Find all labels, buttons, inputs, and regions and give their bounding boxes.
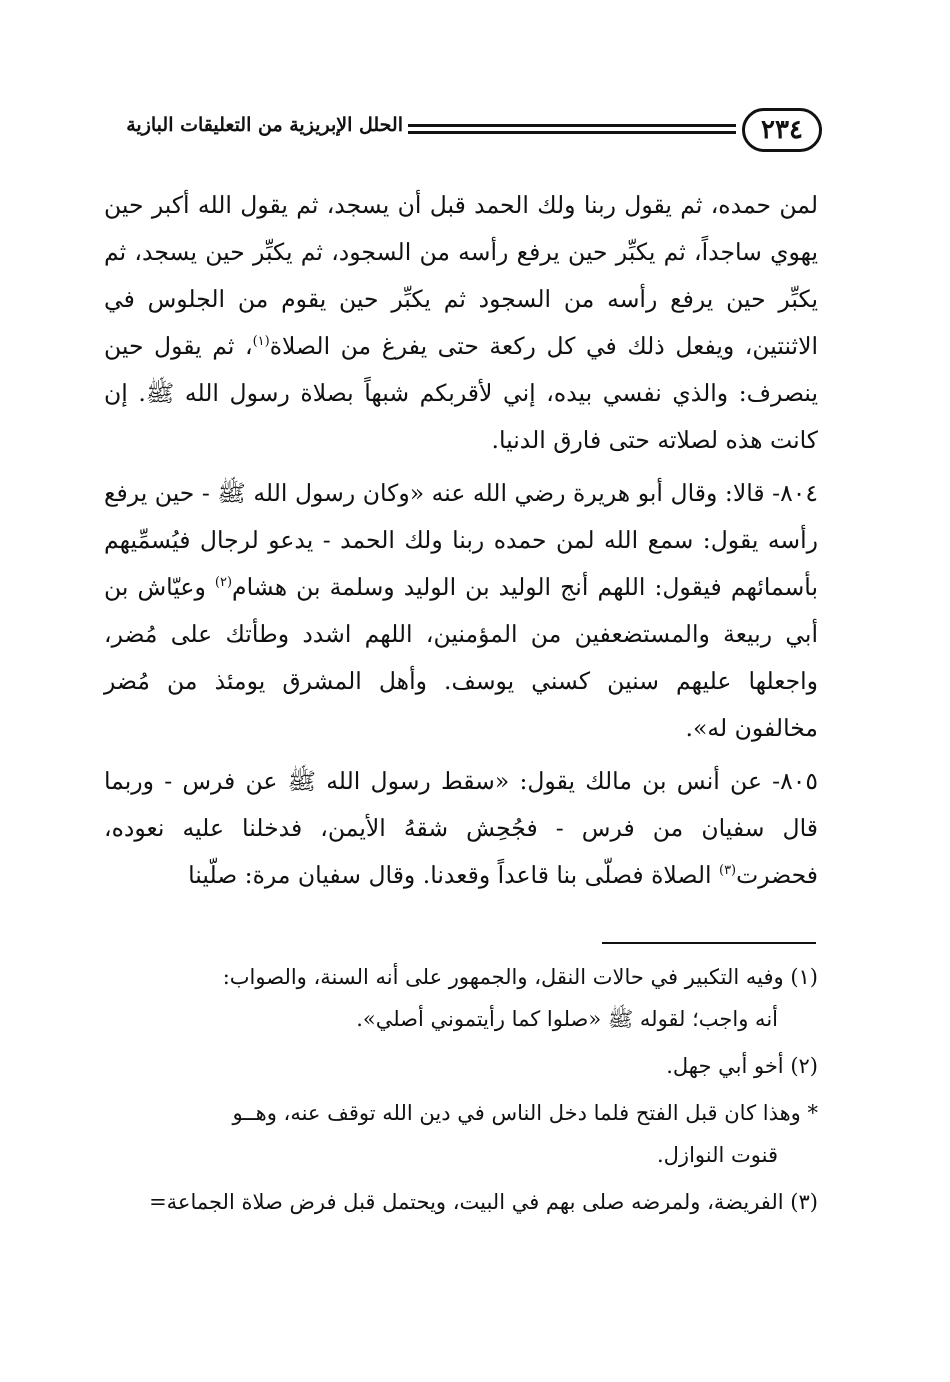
paragraph-text: ، ثم يقول حين ينصرف: والذي نفسي بيده، إني لأقربكم شبهاً بصلاة رسول الله ﷺ. إن كانت هذه لصلاته حتى فارق الدنيا.	[104, 332, 818, 454]
paragraph	[104, 758, 818, 899]
paragraph-text: ٨٠٥- عن أنس بن مالك يقول: «سقط رسول الله ﷺ عن فرس - وربما قال سفيان من فرس - فجُحِش شقهُ الأيمن، فدخلنا عليه نعوده، فحضرت	[104, 767, 818, 889]
footnote: (١) وفيه التكبير في حالات النقل، والجمهور على أنه السنة، والصواب:	[222, 965, 818, 989]
paragraph-text: وعيّاش بن أبي ربيعة والمستضعفين من المؤمنين، اللهم اشدد وطأتك على مُضر، واجعلها عليهم سنين كسني يوسف. وأهل المشرق يومئذ من مُضر مخالفون له».	[104, 573, 818, 742]
footnote-continuation: قنوت النوازل.	[657, 1143, 778, 1167]
paragraph-text: لمن حمده، ثم يقول ربنا ولك الحمد قبل أن يسجد، ثم يقول الله أكبر حين يهوي ساجداً، ثم يكبِّر حين يرفع رأسه من السجود، ثم يكبِّر حين يسجد، ثم يكبِّر حين يرفع رأسه من السجود ثم يكبِّر حين يقوم من الجلوس في الاثنتين، ويفعل ذلك في كل ركعة حتى يفرغ من الصلاة	[104, 191, 819, 360]
footnote-note: * وهذا كان قبل الفتح فلما دخل الناس في دين الله توقف عنه، وهــو	[232, 1101, 818, 1125]
footnote: (٢) أخو أبي جهل.	[666, 1054, 818, 1078]
paragraph-text: الصلاة فصلّى بنا قاعداً وقعدنا. وقال سفيان مرة: صلّينا	[188, 861, 719, 889]
paragraph-text: ٨٠٤- قالا: وقال أبو هريرة رضي الله عنه «وكان رسول الله ﷺ - حين يرفع رأسه يقول: سمع الله لمن حمده ربنا ولك الحمد - يدعو لرجال فيُسمِّيهم بأسمائهم فيقول: اللهم أنج الوليد بن الوليد وسلمة بن هشام	[104, 479, 818, 601]
paragraph	[104, 182, 818, 464]
footnote: (٣) الفريضة، ولمرضه صلى بهم في البيت، ويحتمل قبل فرض صلاة الجماعة=	[149, 1190, 818, 1214]
header-double-rule	[408, 124, 736, 134]
paragraph	[104, 470, 818, 752]
running-title: الحلل الإبريزية من التعليقات البازية	[126, 114, 403, 136]
main-text	[104, 182, 818, 899]
footnotes	[106, 956, 818, 1228]
footnote-continuation: أنه واجب؛ لقوله ﷺ «صلوا كما رأيتموني أصلي».	[356, 1007, 778, 1031]
footnote-separator	[602, 942, 816, 944]
footnote-ref: (٢)	[214, 575, 233, 591]
footnote-ref: (١)	[252, 334, 270, 350]
footnote-ref: (٣)	[718, 863, 737, 879]
page-header	[98, 108, 822, 158]
page-number: ٢٣٤	[742, 108, 822, 152]
